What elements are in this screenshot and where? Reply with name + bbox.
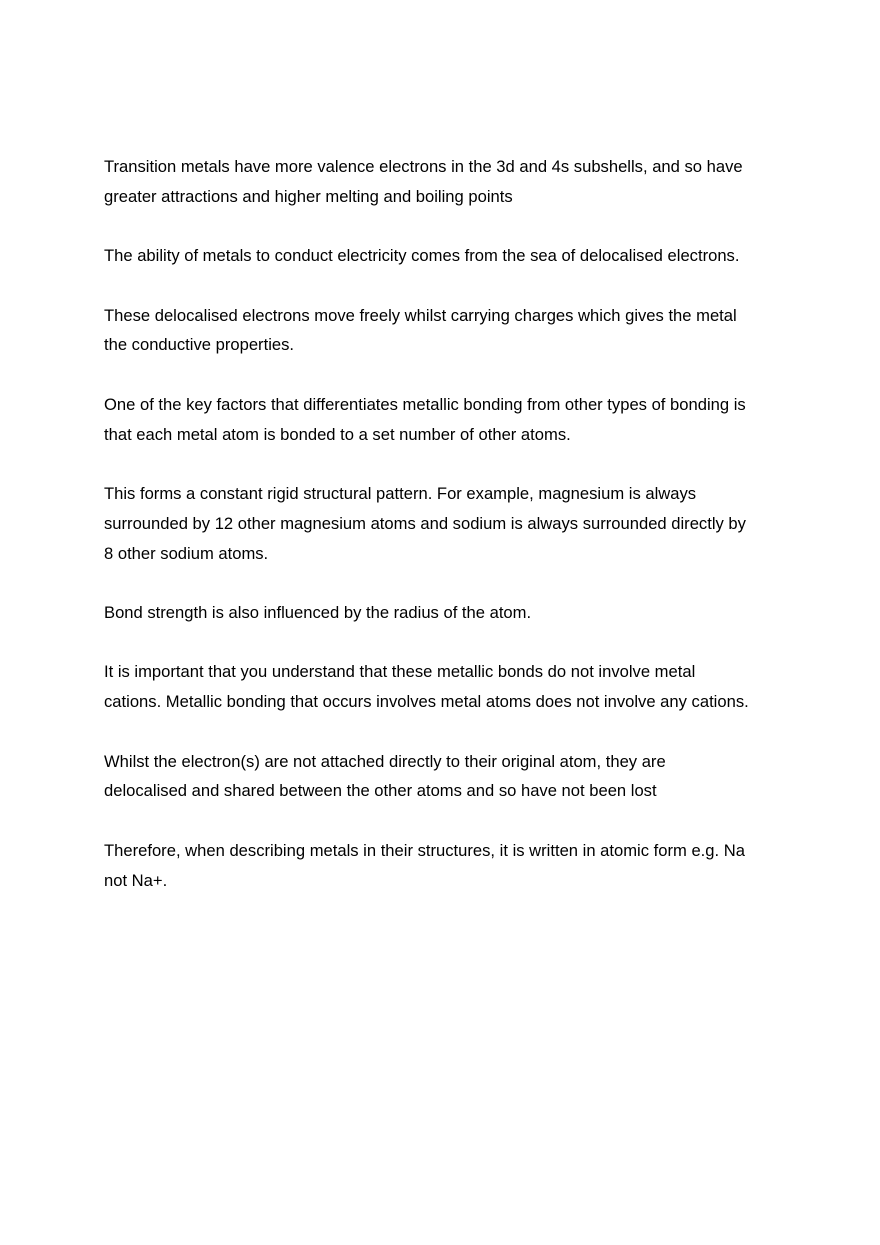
paragraph: [104, 390, 784, 450]
text-line: 8 other sodium atoms.: [104, 543, 269, 563]
text-line: It is important that you understand that these metallic bonds do not involve metal: [104, 662, 696, 682]
text-line: the conductive properties.: [104, 335, 295, 355]
paragraph: [104, 479, 784, 568]
text-line: delocalised and shared between the other atoms and so have not been lost: [104, 781, 657, 801]
paragraph: [104, 598, 784, 628]
text-line: Therefore, when describing metals in their structures, it is written in atomic form e.g. Na: [104, 840, 745, 860]
text-line: cations. Metallic bonding that occurs involves metal atoms does not involve any cations.: [104, 692, 749, 712]
paragraph: [104, 301, 784, 361]
text-line: Bond strength is also influenced by the radius of the atom.: [104, 602, 532, 622]
paragraph: [104, 152, 784, 212]
text-line: Whilst the electron(s) are not attached directly to their original atom, they are: [104, 751, 666, 771]
paragraph: [104, 241, 784, 271]
text-line: Transition metals have more valence electrons in the 3d and 4s subshells, and so have: [104, 157, 743, 176]
text-line: not Na+.: [104, 870, 168, 890]
paragraph: [104, 657, 784, 717]
paragraph: [104, 747, 784, 807]
text-line: One of the key factors that differentiates metallic bonding from other types of bonding is: [104, 394, 746, 414]
text-line: The ability of metals to conduct electricity comes from the sea of delocalised electrons.: [104, 246, 740, 266]
document-body: [104, 152, 784, 925]
paragraph: [104, 836, 784, 896]
text-line: These delocalised electrons move freely whilst carrying charges which gives the metal: [104, 305, 737, 325]
text-line: surrounded by 12 other magnesium atoms and sodium is always surrounded directly by: [104, 513, 746, 533]
text-line: greater attractions and higher melting and boiling points: [104, 186, 513, 206]
text-line: This forms a constant rigid structural pattern. For example, magnesium is always: [104, 483, 697, 503]
text-line: that each metal atom is bonded to a set number of other atoms.: [104, 424, 571, 444]
